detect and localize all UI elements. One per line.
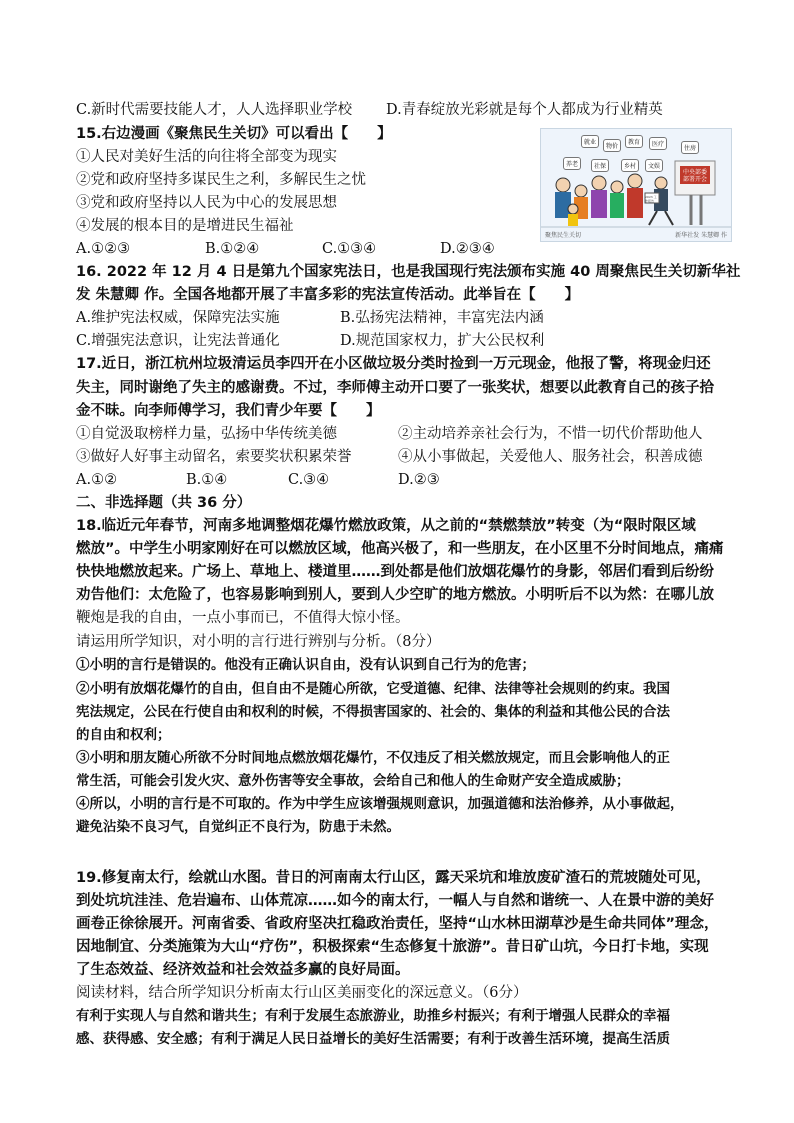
cartoon-tag: 文娱 (645, 159, 663, 172)
q18-answer-line: ③小明和朋友随心所欲不分时间地点燃放烟花爆竹，不仅违反了相关燃放规定，而且会影响他人的正 (76, 750, 670, 766)
cartoon-tag: 教育 (625, 135, 643, 148)
q18-material-line: 鞭炮是我的自由，一点小事而已，不值得大惊小怪。 (76, 610, 410, 626)
q18-answer-line: 的自由和权利； (76, 727, 171, 743)
q17-option-c: C.③④ (288, 472, 330, 488)
q16-option-d: D.规范国家权力，扩大公民权利 (340, 333, 545, 349)
q15-cartoon (540, 128, 732, 242)
cartoon-paper-text: 2023 工作报告 (645, 195, 657, 203)
q15-option-d: D.②③④ (440, 241, 495, 257)
q19-material-line: 了生态效益、经济效益和社会效益多赢的良好局面。 (76, 962, 410, 978)
q18-material-line: 快快地燃放起来。广场上、草地上、楼道里……到处都是他们放烟花爆竹的身影，邻居们看到后纷纷 (76, 564, 714, 580)
q18-answer-line: 避免沾染不良习气，自觉纠正不良行为，防患于未然。 (76, 819, 400, 835)
q19-prompt: 阅读材料，结合所学知识分析南太行山区美丽变化的深远意义。（6分） (76, 985, 528, 1001)
q14-option-d: D.青春绽放光彩就是每个人都成为行业精英 (386, 102, 663, 118)
q16-option-b: B.弘扬宪法精神，丰富宪法内涵 (340, 310, 544, 326)
q19-answer-line: 感、获得感、安全感；有利于满足人民日益增长的美好生活需要；有利于改善生活环境，提高生活质 (76, 1031, 670, 1047)
q15-stem: 15.右边漫画《聚焦民生关切》可以看出【 】 (76, 126, 392, 142)
q17-stem-line3: 金不昧。向李师傅学习，我们青少年要【 】 (76, 403, 381, 419)
q18-material-line: 劝告他们：太危险了，也容易影响到别人，要到人少空旷的地方燃放。小明听后不以为然：在哪儿放 (76, 587, 714, 603)
cartoon-tag: 社保 (591, 159, 609, 172)
q18-answer-line: ①小明的言行是错误的。他没有正确认识自由，没有认识到自己行为的危害； (76, 657, 535, 673)
section-title: 二、非选择题（共 36 分） (76, 495, 252, 511)
q15-item-4: ④发展的根本目的是增进民生福祉 (76, 218, 294, 234)
q17-stem-line2: 失主，同时谢绝了失主的感谢费。不过，李师傅主动开口要了一张奖状，想要以此教育自己的孩子拾 (76, 380, 714, 396)
q16-stem-line1: 16. 2022 年 12 月 4 日是第九个国家宪法日，也是我国现行宪法颁布实施 40 周聚焦民生关切新华社 (76, 264, 741, 280)
q17-item-4: ④从小事做起，关爱他人、服务社会，积善成德 (398, 449, 703, 465)
q15-item-2: ②党和政府坚持多谋民生之利，多解民生之忧 (76, 172, 366, 188)
q16-option-c: C.增强宪法意识，让宪法普通化 (76, 333, 280, 349)
q19-answer-line: 有利于实现人与自然和谐共生；有利于发展生态旅游业，助推乡村振兴；有利于增强人民群众的幸福 (76, 1008, 670, 1024)
q17-option-a: A.①② (76, 472, 118, 488)
q17-stem-line1: 17.近日，浙江杭州垃圾清运员李四开在小区做垃圾分类时捡到一万元现金，他报了警，将现金归还 (76, 356, 711, 372)
cartoon-tag: 医疗 (649, 137, 667, 150)
cartoon-tag: 就业 (581, 135, 599, 148)
q17-item-1: ①自觉汲取榜样力量，弘扬中华传统美德 (76, 426, 337, 442)
q19-material-line: 到处坑坑洼洼、危岩遍布、山体荒凉……如今的南太行，一幅人与自然和谐统一、人在景中游的美好 (76, 893, 714, 909)
q17-item-3: ③做好人好事主动留名，索要奖状积累荣誉 (76, 449, 352, 465)
q17-item-2: ②主动培养亲社会行为，不惜一切代价帮助他人 (398, 426, 703, 442)
q19-material-line: 画卷正徐徐展开。河南省委、省政府坚决扛稳政治责任，坚持“山水林田湖草沙是生命共同体”理念， (76, 916, 719, 932)
cartoon-caption-right: 新华社发 朱慧卿 作 (675, 232, 727, 239)
q18-prompt: 请运用所学知识，对小明的言行进行辨别与分析。（8分） (76, 634, 441, 650)
q19-material-line: 19.修复南太行，绘就山水图。昔日的河南南太行山区，露天采坑和堆放废矿渣石的荒坡随处可见， (76, 870, 711, 886)
q15-option-c: C.①③④ (322, 241, 377, 257)
cartoon-board-text: 中央部委 部署开会 (682, 169, 707, 183)
q17-option-b: B.①④ (186, 472, 228, 488)
q16-option-a: A.维护宪法权威，保障宪法实施 (76, 310, 280, 326)
q15-item-3: ③党和政府坚持以人民为中心的发展思想 (76, 195, 337, 211)
cartoon-tag: 物价 (603, 139, 621, 152)
cartoon-caption-left: 聚焦民生关切 (545, 232, 582, 239)
q15-option-b: B.①②④ (205, 241, 260, 257)
q18-answer-line: 常生活，可能会引发火灾、意外伤害等安全事故，会给自己和他人的生命财产安全造成威胁； (76, 773, 630, 789)
cartoon-tag: 乡村 (621, 159, 639, 172)
cartoon-tag: 住房 (681, 141, 699, 154)
q16-stem-line2: 发 朱慧卿 作。全国各地都开展了丰富多彩的宪法宣传活动。此举旨在【 】 (76, 287, 580, 303)
q14-option-c: C.新时代需要技能人才，人人选择职业学校 (76, 102, 353, 118)
q18-answer-line: ②小明有放烟花爆竹的自由，但自由不是随心所欲，它受道德、纪律、法律等社会规则的约束。我国 (76, 681, 670, 697)
q18-answer-line: ④所以，小明的言行是不可取的。作为中学生应该增强规则意识，加强道德和法治修养，从小事做起， (76, 796, 684, 812)
q15-option-a: A.①②③ (76, 241, 131, 257)
q15-item-1: ①人民对美好生活的向往将全部变为现实 (76, 149, 337, 165)
q18-material-line: 燃放”。中学生小明家刚好在可以燃放区域，他高兴极了，和一些朋友，在小区里不分时间地点，痛痛 (76, 541, 724, 557)
q19-material-line: 因地制宜、分类施策为大山“疗伤”，积极探索“生态修复十旅游”。昔日矿山坑，今日打卡地，实现 (76, 939, 709, 955)
q17-option-d: D.②③ (398, 472, 440, 488)
cartoon-tag: 养老 (563, 157, 581, 170)
q18-material-line: 18.临近元年春节，河南多地调整烟花爆竹燃放政策，从之前的“禁燃禁放”转变（为“限时限区域 (76, 518, 696, 534)
q18-answer-line: 宪法规定，公民在行使自由和权利的时候，不得损害国家的、社会的、集体的利益和其他公民的合法 (76, 704, 670, 720)
